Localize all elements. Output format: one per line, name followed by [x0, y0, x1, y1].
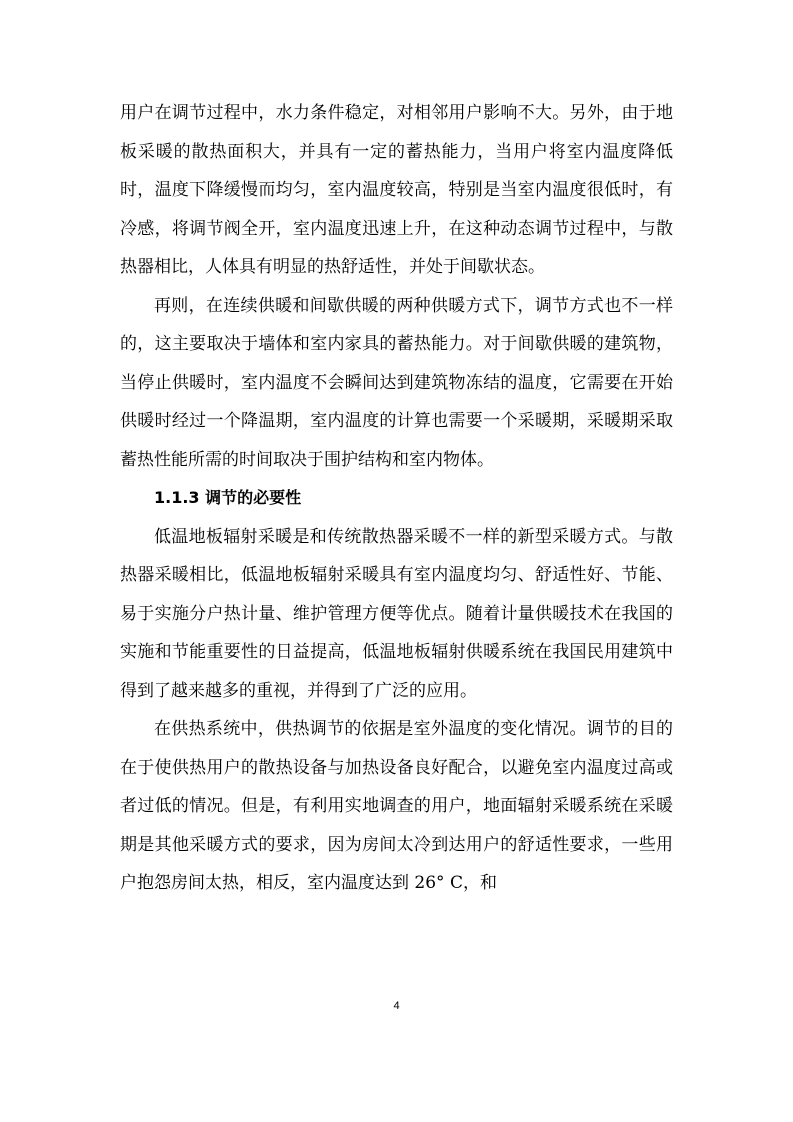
paragraph-heat-regulation: 在供热系统中，供热调节的依据是室外温度的变化情况。调节的目的在于使供热用户的散热设备与加热设备良好配合，以避免室内温度过高或者过低的情况。但是，有利用实地调查的用户，地面辐射采暖系统在采暖期是其他采暖方式的要求，因为房间太冷到达用户的舒适性要求，一些用户抱怨房间太热，相反，室内温度达到 26° C，和 — [120, 719, 673, 893]
section-heading: 1.1.3 调节的必要性 — [154, 488, 302, 507]
page-body — [120, 94, 673, 903]
paragraph-heating-modes: 再则，在连续供暖和间歇供暖的两种供暖方式下，调节方式也不一样的，这主要取决于墙体和室内家具的蓄热能力。对于间歇供暖的建筑物，当停止供暖时，室内温度不会瞬间达到建筑物冻结的温度，它需要在开始供暖时经过一个降温期，室内温度的计算也需要一个采暖期，采暖期采取蓄热性能所需的时间取决于围护结构和室内物体。 — [120, 295, 673, 470]
paragraph-floor-heating: 低温地板辐射采暖是和传统散热器采暖不一样的新型采暖方式。与散热器采暖相比，低温地板辐射采暖具有室内温度均匀、舒适性好、节能、易于实施分户热计量、维护管理方便等优点。随着计量供暖技术在我国的实施和节能重要性的日益提高，低温地板辐射供暖系统在我国民用建筑中得到了越来越多的重视，并得到了广泛的应用。 — [120, 526, 673, 701]
paragraph-continuation: 用户在调节过程中，水力条件稳定，对相邻用户影响不大。另外，由于地板采暖的散热面积大，并具有一定的蓄热能力，当用户将室内温度降低时，温度下降缓慢而均匀，室内温度较高，特别是当室内温度很低时，有冷感，将调节阀全开，室内温度迅速上升，在这种动态调节过程中，与散热器相比，人体具有明显的热舒适性，并处于间歇状态。 — [120, 103, 673, 277]
page-number: 4 — [393, 1000, 400, 1012]
